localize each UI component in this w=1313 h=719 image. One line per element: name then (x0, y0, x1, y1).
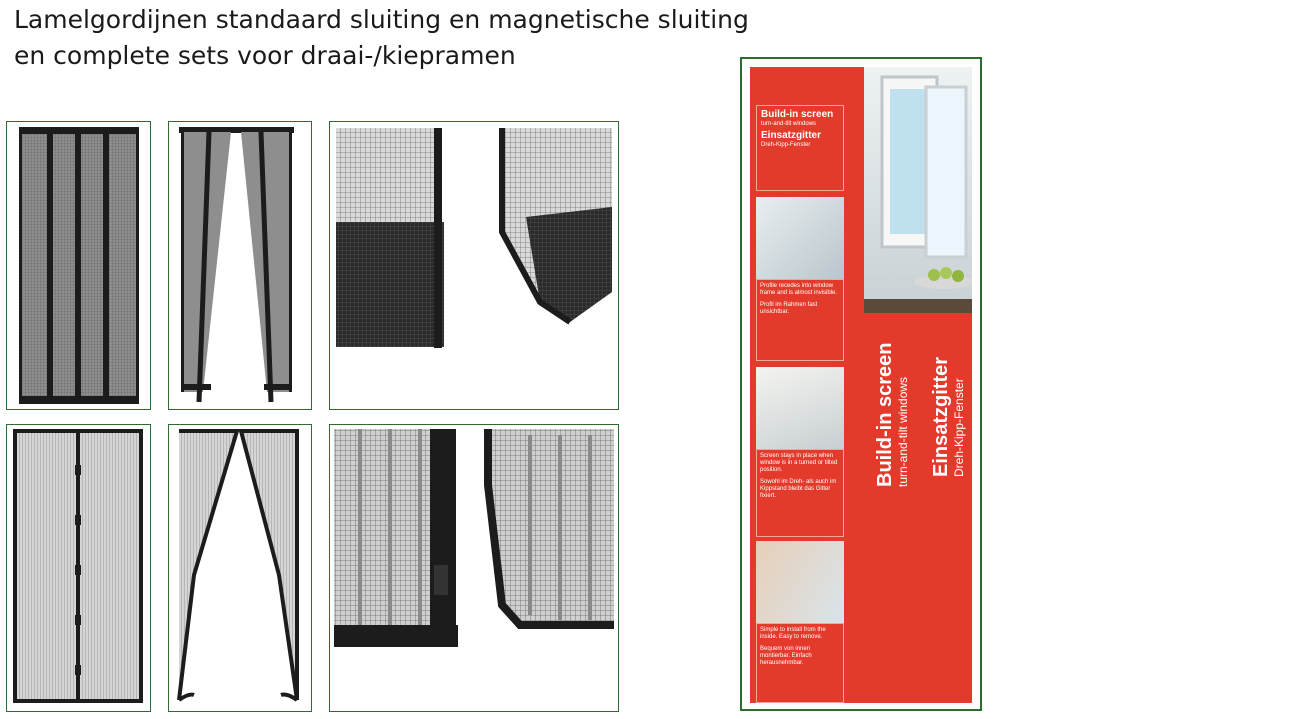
package-card-2 (756, 449, 844, 537)
photo-slat-curtain-open (168, 121, 312, 410)
photo-magnetic-curtain-closed (6, 424, 151, 712)
magnetic-curtain-drawing (7, 425, 149, 710)
package-photo-tilted-window (756, 367, 844, 449)
magnetic-curtain-open-drawing (169, 425, 310, 710)
package-photo-open-window (864, 67, 972, 313)
title-line-2: en complete sets voor draai-/kiepramen (14, 41, 516, 70)
card-3-en: Simple to install from the inside. Easy to remove. (760, 627, 826, 640)
slat-curtain-drawing (7, 122, 149, 408)
package-card-3 (756, 623, 844, 703)
window-illustration (864, 67, 972, 313)
vertical-de-bold: Einsatzgitter (930, 356, 952, 477)
vertical-de-sub: Dreh-Kipp-Fenster (952, 378, 966, 477)
package-heading-box (756, 105, 844, 191)
package-heading-de: Einsatzgitter (761, 130, 822, 141)
photo-magnetic-closeup (329, 424, 619, 712)
package-red-background (750, 67, 972, 703)
magnetic-closeup-drawing (330, 425, 617, 710)
slide-title (14, 2, 749, 74)
package-heading-de-sub: Dreh-Kipp-Fenster (761, 142, 811, 148)
package-vertical-title-en (874, 343, 910, 487)
package-heading-en: Build-in screen (761, 109, 834, 120)
package-heading-en-sub: turn-and-tilt windows (761, 121, 817, 127)
package-card-1 (756, 279, 844, 361)
slat-curtain-open-drawing (169, 122, 310, 408)
card-1-de: Profil im Rahmen fast unsichtbar. (760, 302, 818, 315)
card-2-en: Screen stays in place when window is in a turned or tilted position. (760, 453, 838, 473)
photo-slat-curtain-standard (6, 121, 151, 410)
photo-slat-closeup (329, 121, 619, 410)
card-1-en: Profile recedes into window frame and is almost invisible. (760, 283, 838, 296)
package-photo-window-frame (756, 197, 844, 279)
title-line-1: Lamelgordijnen standaard sluiting en magnetische sluiting (14, 5, 749, 34)
vertical-en-bold: Build-in screen (874, 342, 896, 487)
package-vertical-title-de (930, 357, 966, 477)
vertical-en-sub: turn-and-tilt windows (896, 376, 910, 487)
product-package-image (740, 57, 982, 711)
package-photo-install-hands (756, 541, 844, 623)
slat-closeup-drawing (330, 122, 617, 408)
photo-magnetic-curtain-open (168, 424, 312, 712)
card-3-de: Bequem von innen montierbar. Einfach herausnehmbar. (760, 646, 812, 666)
card-2-de: Sowohl im Dreh- als auch im Kippstand bleibt das Gitter fixiert. (760, 479, 837, 499)
